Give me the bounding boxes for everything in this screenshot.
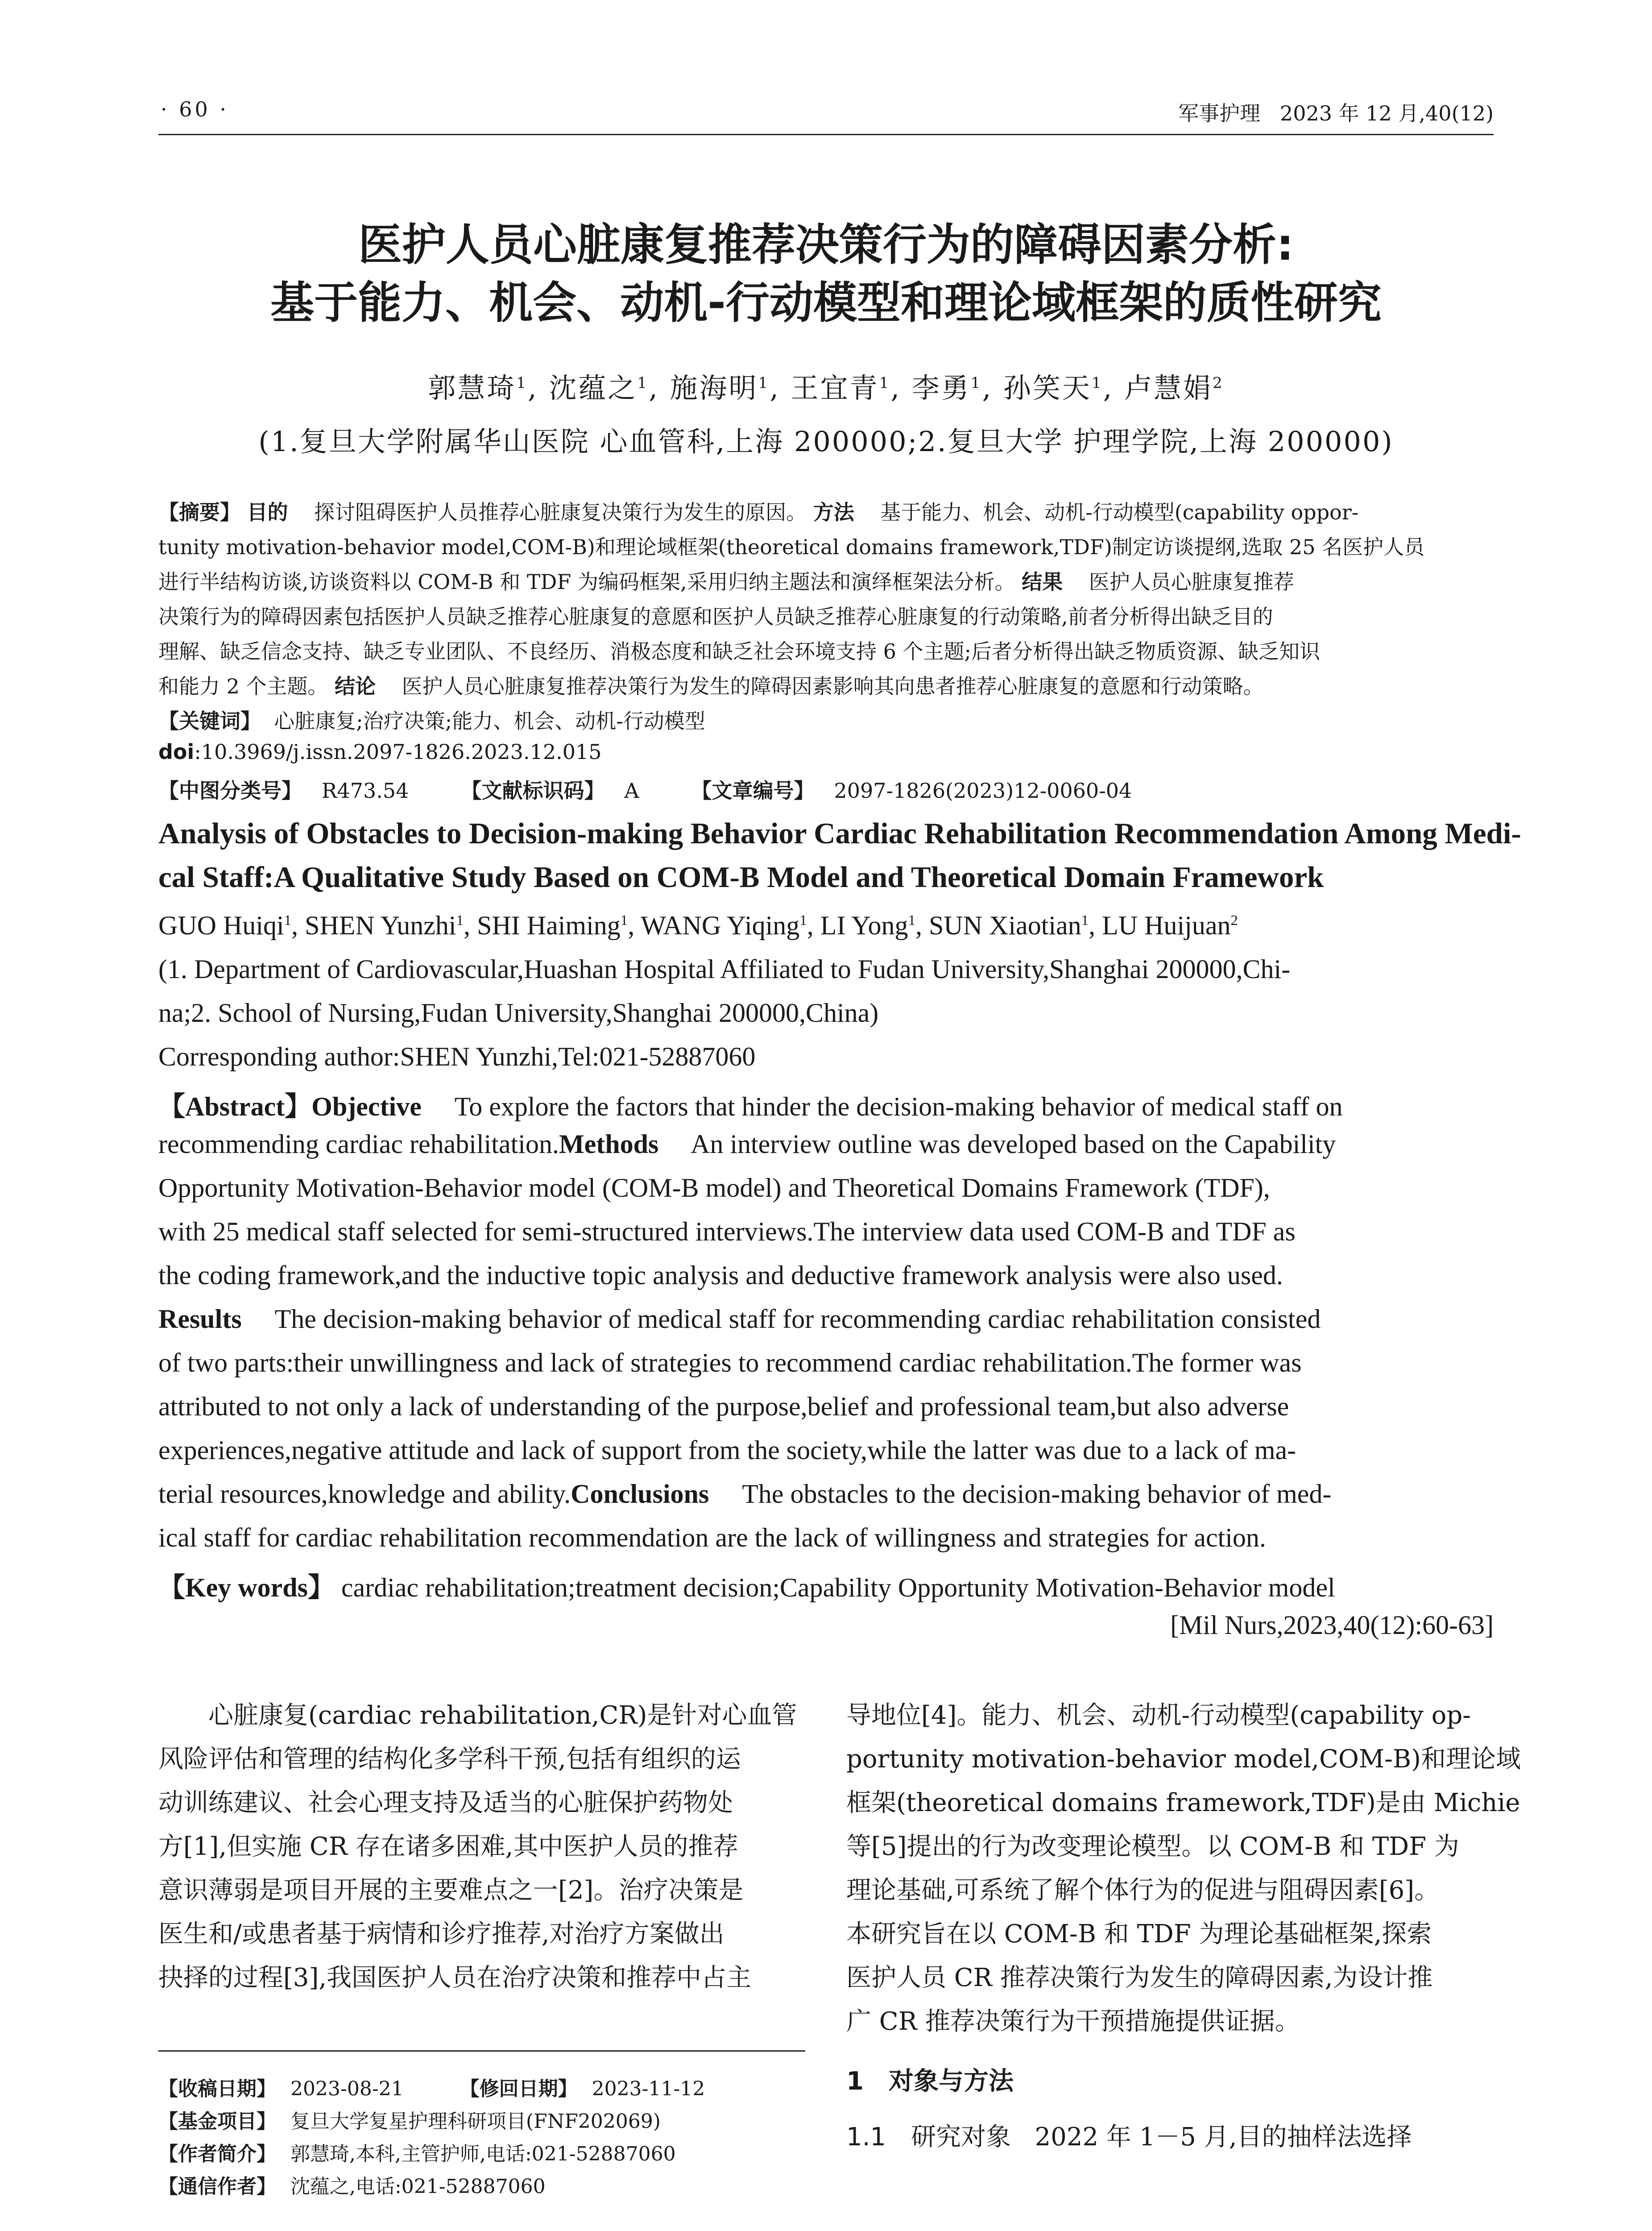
results-en-label: Results bbox=[158, 1304, 242, 1334]
header-rule bbox=[158, 134, 1494, 135]
body-line: 理论基础,可系统了解个体行为的促进与阻碍因素[6]。 bbox=[846, 1876, 1440, 1905]
author-cn: 卢慧娟 bbox=[1124, 372, 1213, 404]
author-en: SHEN Yunzhi bbox=[305, 911, 456, 940]
abstract-cn-line bbox=[158, 566, 1494, 595]
body-line: 风险评估和管理的结构化多学科干预,包括有组织的运 bbox=[158, 1745, 741, 1774]
author-aff: 1 bbox=[284, 912, 292, 929]
abstract-cn-line: tunity motivation-behavior model,COM-B)和理论域框架(theoretical domains framework,TDF)制定访谈提纲,选取 25 名医护人员 bbox=[158, 535, 1425, 559]
author-cn: 李勇 bbox=[911, 372, 971, 404]
abstract-en-line: attributed to not only a lack of understanding of the purpose,belief and professional team,but also adverse bbox=[158, 1392, 1289, 1421]
abstract-en-line bbox=[158, 1085, 1494, 1124]
body-line: 导地位[4]。能力、机会、动机-行动模型(capability op- bbox=[846, 1701, 1471, 1730]
keywords-en-text: cardiac rehabilitation;treatment decision;Capability Opportunity Motivation-Behavior model bbox=[341, 1573, 1335, 1602]
abstract-en-text: The obstacles to the decision-making behavior of med- bbox=[742, 1479, 1332, 1509]
author-en: LU Huijuan bbox=[1102, 911, 1231, 940]
author-cn: 郭慧琦 bbox=[428, 372, 517, 404]
author-en: GUO Huiqi bbox=[158, 911, 284, 940]
footnote-tag: 【收稿日期】 bbox=[158, 2078, 276, 2100]
author-aff: 1 bbox=[970, 374, 982, 392]
title-en-line-1: Analysis of Obstacles to Decision-making Behavior Cardiac Rehabilitation Recommendation Among Medi- bbox=[158, 817, 1521, 850]
keywords-cn bbox=[158, 705, 1494, 734]
author-en: SUN Xiaotian bbox=[929, 911, 1081, 940]
footnote-tag: 【修回日期】 bbox=[460, 2078, 578, 2100]
footnote-tag: 【通信作者】 bbox=[158, 2175, 276, 2198]
doi-label: doi bbox=[158, 740, 195, 764]
body-line: 心脏康复(cardiac rehabilitation,CR)是针对心血管 bbox=[158, 1701, 797, 1730]
abstract-en-line: of two parts:their unwillingness and lack of strategies to recommend cardiac rehabilitation.The former was bbox=[158, 1348, 1302, 1377]
author-aff: 1 bbox=[620, 912, 628, 929]
author-cn: 沈蕴之 bbox=[549, 372, 638, 404]
footnote-text: 2023-08-21 bbox=[290, 2078, 404, 2100]
author-aff: 1 bbox=[637, 374, 649, 392]
footnote-tag: 【作者简介】 bbox=[158, 2143, 276, 2165]
doi-value: :10.3969/j.issn.2097-1826.2023.12.015 bbox=[194, 740, 602, 764]
authors-cn: 郭慧琦$^1$, 沈蕴之$^1$, 施海明$^1$, 王宜青$^1$, 李勇$^1$, 孙笑天$^1$, 卢慧娟$^2$ bbox=[428, 372, 1224, 404]
author-aff: 2 bbox=[1213, 374, 1224, 392]
abstract-cn-line: 理解、缺乏信念支持、缺乏专业团队、不良经历、消极态度和缺乏社会环境支持 6 个主题;后者分析得出缺乏物质资源、缺乏知识 bbox=[158, 639, 1321, 663]
body-line: 等[5]提出的行为改变理论模型。以 COM-B 和 TDF 为 bbox=[846, 1832, 1459, 1861]
abstract-cn-line bbox=[158, 670, 1494, 700]
abstract-cn-text: 和能力 2 个主题。 bbox=[158, 674, 328, 698]
abstract-cn-text: 医护人员心脏康复推荐决策行为发生的障碍因素影响其向患者推荐心脏康复的意愿和行动策略。 bbox=[402, 674, 1264, 698]
body-line: 抉择的过程[3],我国医护人员在治疗决策和推荐中占主 bbox=[158, 1963, 752, 1992]
doi-line bbox=[158, 740, 1494, 764]
affiliation-en-line: (1. Department of Cardiovascular,Huashan Hospital Affiliated to Fudan University,Shanghai 200000,Chi- bbox=[158, 954, 1291, 984]
body-line: 方[1],但实施 CR 存在诸多困难,其中医护人员的推荐 bbox=[158, 1832, 738, 1861]
author-aff: 1 bbox=[456, 912, 464, 929]
author-aff: 1 bbox=[516, 374, 528, 392]
abstract-en-line: experiences,negative attitude and lack of support from the society,while the latter was due to a lack of ma- bbox=[158, 1435, 1296, 1465]
footnote-text: 郭慧琦,本科,主管护师,电话:021-52887060 bbox=[290, 2143, 676, 2165]
abstract-en-text: An interview outline was developed based on the Capability bbox=[691, 1129, 1336, 1159]
author-aff: 1 bbox=[758, 374, 770, 392]
footnote-received bbox=[158, 2073, 705, 2101]
abstract-en-text: recommending cardiac rehabilitation. bbox=[158, 1129, 559, 1159]
abstract-cn-text: 进行半结构访谈,访谈资料以 COM-B 和 TDF 为编码框架,采用归纳主题法和演绎框架法分析。 bbox=[158, 570, 1015, 594]
conclusion-label: 结论 bbox=[335, 674, 376, 698]
conclusions-en-label: Conclusions bbox=[571, 1479, 709, 1509]
footnote-rule bbox=[158, 2050, 805, 2052]
classification-line bbox=[158, 775, 1494, 804]
body-line: 框架(theoretical domains framework,TDF)是由 Michie bbox=[846, 1788, 1520, 1817]
clc-value: R473.54 bbox=[321, 779, 409, 803]
body-line: 动训练建议、社会心理支持及适当的心脏保护药物处 bbox=[158, 1788, 733, 1817]
footnote-tag: 【基金项目】 bbox=[158, 2110, 276, 2133]
abstract-cn-line bbox=[158, 496, 1494, 526]
body-line: 意识薄弱是项目开展的主要难点之一[2]。治疗决策是 bbox=[158, 1876, 744, 1905]
footnote-author-bio bbox=[158, 2138, 676, 2166]
abstract-en-text: To explore the factors that hinder the decision-making behavior of medical staff on bbox=[454, 1092, 1343, 1121]
keywords-text: 心脏康复;治疗决策;能力、机会、动机-行动模型 bbox=[274, 709, 705, 733]
abstract-en-tag: 【Abstract】 bbox=[158, 1092, 312, 1121]
authors-en: GUO Huiqi$^1$, SHEN Yunzhi$^1$, SHI Haiming$^1$, WANG Yiqing$^1$, LI Yong$^1$, SUN Xiaotian$^1$, LU Huijuan$^2$ bbox=[158, 911, 1238, 940]
objective-en-label: Objective bbox=[311, 1092, 422, 1121]
author-en: WANG Yiqing bbox=[641, 911, 800, 940]
footnote-funding bbox=[158, 2105, 661, 2134]
subsection-label: 1.1 研究对象 bbox=[846, 2123, 1011, 2152]
results-label: 结果 bbox=[1022, 570, 1063, 594]
abstract-en-line: Opportunity Motivation-Behavior model (COM-B model) and Theoretical Domains Framework (TDF), bbox=[158, 1173, 1270, 1203]
author-aff: 1 bbox=[879, 374, 891, 392]
abstract-en-line: ical staff for cardiac rehabilitation recommendation are the lack of willingness and strategies for action. bbox=[158, 1523, 1266, 1552]
doc-value: A bbox=[624, 779, 639, 803]
objective-label: 目的 bbox=[247, 500, 288, 524]
affiliation-cn: (1.复旦大学附属华山医院 心血管科,上海 200000;2.复旦大学 护理学院,上海 200000) bbox=[258, 425, 1394, 458]
footnote-text: 沈蕴之,电话:021-52887060 bbox=[290, 2175, 546, 2198]
author-cn: 孙笑天 bbox=[1003, 372, 1092, 404]
author-aff: 1 bbox=[908, 912, 916, 929]
methods-en-label: Methods bbox=[559, 1129, 659, 1159]
footnote-corresponding bbox=[158, 2170, 546, 2199]
section-heading: 1 对象与方法 bbox=[846, 2067, 1014, 2096]
title-en-line-2: cal Staff:A Qualitative Study Based on COM-B Model and Theoretical Domain Framework bbox=[158, 861, 1324, 894]
abstract-en-text: terial resources,knowledge and ability. bbox=[158, 1479, 571, 1509]
body-line: 广 CR 推荐决策行为干预措施提供证据。 bbox=[846, 2007, 1300, 2036]
journal-issue: 2023 年 12 月,40(12) bbox=[1279, 101, 1494, 125]
body-line: 本研究旨在以 COM-B 和 TDF 为理论基础框架,探索 bbox=[846, 1920, 1432, 1949]
doc-tag: 【文献标识码】 bbox=[461, 779, 605, 803]
keywords-en-tag: 【Key words】 bbox=[158, 1573, 335, 1602]
author-aff: 1 bbox=[1091, 374, 1103, 392]
author-cn: 施海明 bbox=[670, 372, 758, 404]
author-aff: 1 bbox=[1081, 912, 1089, 929]
body-line: portunity motivation-behavior model,COM-B)和理论域 bbox=[846, 1745, 1521, 1774]
subsection-line bbox=[846, 2117, 1493, 2153]
methods-label: 方法 bbox=[813, 500, 854, 524]
abstract-en-line bbox=[158, 1129, 1494, 1160]
author-aff: 1 bbox=[799, 912, 807, 929]
author-cn: 王宜青 bbox=[791, 372, 879, 404]
abstract-cn-text: 探讨阻碍医护人员推荐心脏康复决策行为发生的原因。 bbox=[314, 500, 807, 524]
abstract-en-line: with 25 medical staff selected for semi-structured interviews.The interview data used COM-B and TDF as bbox=[158, 1217, 1296, 1246]
author-aff: 2 bbox=[1230, 912, 1238, 929]
abstract-cn-text: 医护人员心脏康复推荐 bbox=[1089, 570, 1294, 594]
citation: [Mil Nurs,2023,40(12):60-63] bbox=[1170, 1610, 1494, 1640]
journal-name: 军事护理 bbox=[1178, 101, 1261, 125]
running-header bbox=[1178, 97, 1494, 127]
author-en: SHI Haiming bbox=[477, 911, 621, 940]
abstract-en-line: the coding framework,and the inductive topic analysis and deductive framework analysis were also used. bbox=[158, 1261, 1283, 1290]
corresponding-author: Corresponding author:SHEN Yunzhi,Tel:021-52887060 bbox=[158, 1042, 756, 1071]
abstract-cn-text: 基于能力、机会、动机-行动模型(capability oppor- bbox=[880, 500, 1359, 524]
abstract-en-line bbox=[158, 1479, 1494, 1509]
title-cn-line-1: 医护人员心脏康复推荐决策行为的障碍因素分析: bbox=[358, 220, 1294, 270]
art-value: 2097-1826(2023)12-0060-04 bbox=[834, 779, 1132, 803]
footnote-text: 复旦大学复星护理科研项目(FNF202069) bbox=[290, 2110, 661, 2133]
title-cn-line-2: 基于能力、机会、动机-行动模型和理论域框架的质性研究 bbox=[270, 278, 1382, 328]
affiliation-en-line: na;2. School of Nursing,Fudan University,Shanghai 200000,China) bbox=[158, 998, 879, 1028]
body-line: 医生和/或患者基于病情和诊疗推荐,对治疗方案做出 bbox=[158, 1920, 725, 1949]
page-number: · 60 · bbox=[161, 97, 229, 121]
abstract-cn-line: 决策行为的障碍因素包括医护人员缺乏推荐心脏康复的意愿和医护人员缺乏推荐心脏康复的行动策略,前者分析得出缺乏目的 bbox=[158, 605, 1273, 629]
author-en: LI Yong bbox=[820, 911, 908, 940]
abstract-en-line bbox=[158, 1304, 1494, 1335]
clc-tag: 【中图分类号】 bbox=[158, 779, 302, 803]
abstract-en-text: The decision-making behavior of medical staff for recommending cardiac rehabilitation consisted bbox=[274, 1304, 1321, 1334]
body-line: 医护人员 CR 推荐决策行为发生的障碍因素,为设计推 bbox=[846, 1963, 1433, 1992]
footnote-text: 2023-11-12 bbox=[592, 2078, 705, 2100]
abstract-tag: 【摘要】 bbox=[158, 500, 240, 524]
art-tag: 【文章编号】 bbox=[691, 779, 815, 803]
keywords-en bbox=[158, 1566, 1494, 1605]
subsection-text: 2022 年 1－5 月,目的抽样法选择 bbox=[1035, 2123, 1412, 2152]
keywords-tag: 【关键词】 bbox=[158, 709, 261, 733]
